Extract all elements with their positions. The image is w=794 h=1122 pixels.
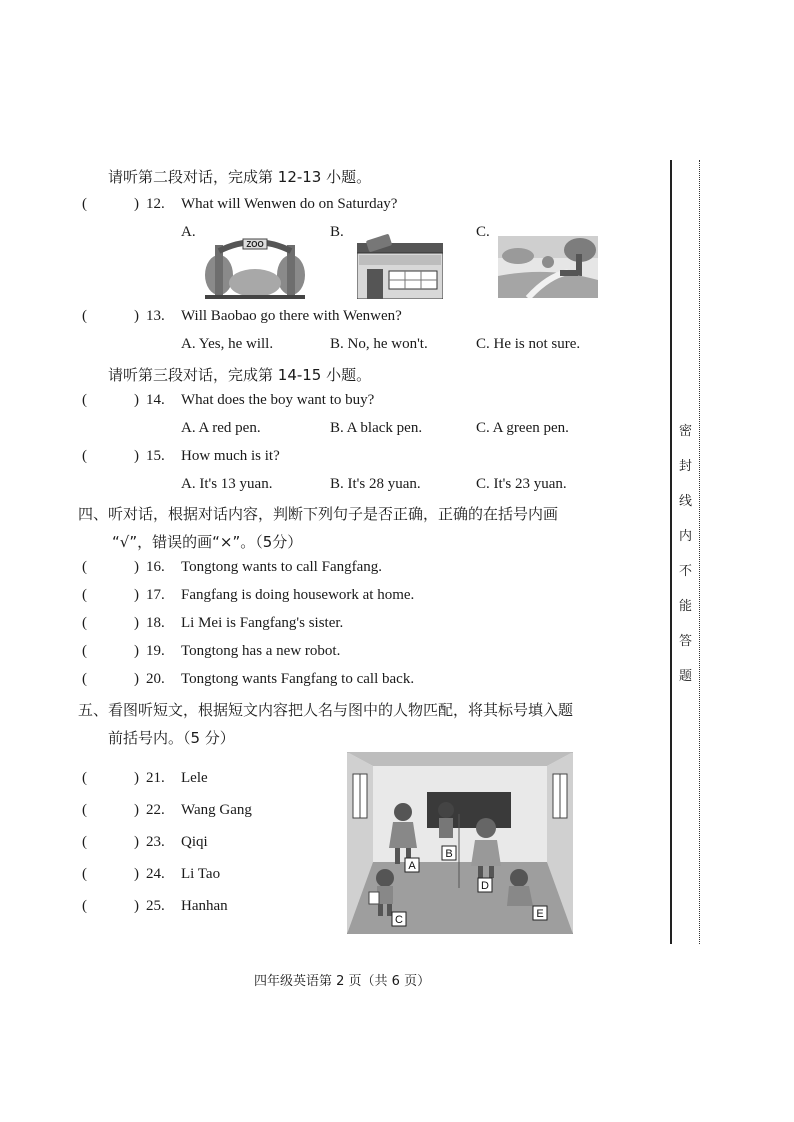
- name-text: Lele: [181, 770, 208, 786]
- option-b: B. No, he won't.: [330, 336, 428, 352]
- answer-paren-open: (: [82, 671, 87, 687]
- option-b-label: B.: [330, 224, 344, 240]
- question-number: 22.: [146, 802, 165, 818]
- question-number: 25.: [146, 898, 165, 914]
- answer-paren-open: (: [82, 448, 87, 464]
- question-text: Will Baobao go there with Wenwen?: [181, 308, 402, 324]
- option-a: A. It's 13 yuan.: [181, 476, 273, 492]
- question-number: 16.: [146, 559, 165, 575]
- part5-heading-line2: 前括号内。（5 分）: [108, 729, 235, 747]
- page-footer: 四年级英语第 2 页（共 6 页）: [254, 974, 431, 989]
- question-text: What does the boy want to buy?: [181, 392, 375, 408]
- seal-char: 题: [679, 669, 693, 684]
- answer-paren-open: (: [82, 770, 87, 786]
- dialog2-instruction: 请听第二段对话，完成第 12-13 小题。: [108, 168, 372, 186]
- statement-text: Tongtong wants Fangfang to call back.: [181, 671, 415, 687]
- binding-line-solid: [670, 160, 672, 944]
- answer-paren-open: (: [82, 643, 87, 659]
- answer-paren-close: ): [134, 308, 139, 324]
- name-text: Qiqi: [181, 834, 208, 850]
- name-text: Hanhan: [181, 898, 228, 914]
- zoo-sign-text: ZOO: [246, 240, 264, 249]
- answer-paren-close: ): [134, 834, 139, 850]
- answer-paren-open: (: [82, 196, 87, 212]
- option-c: C. He is not sure.: [476, 336, 581, 352]
- question-number: 15.: [146, 448, 165, 464]
- question-number: 12.: [146, 196, 165, 212]
- statement-text: Li Mei is Fangfang's sister.: [181, 615, 344, 631]
- answer-paren-open: (: [82, 898, 87, 914]
- question-text: How much is it?: [181, 448, 280, 464]
- statement-text: Tongtong has a new robot.: [181, 643, 341, 659]
- statement-text: Tongtong wants to call Fangfang.: [181, 559, 382, 575]
- label-d: D: [481, 880, 489, 892]
- question-number: 23.: [146, 834, 165, 850]
- seal-char: 封: [679, 459, 693, 474]
- classroom-image: [347, 752, 573, 934]
- dialog3-instruction: 请听第三段对话，完成第 14-15 小题。: [108, 366, 372, 384]
- answer-paren-close: ): [134, 615, 139, 631]
- park-image: [498, 236, 598, 298]
- answer-paren-open: (: [82, 308, 87, 324]
- answer-paren-open: (: [82, 392, 87, 408]
- answer-paren-close: ): [134, 448, 139, 464]
- question-number: 19.: [146, 643, 165, 659]
- binding-line-dotted: [699, 160, 700, 944]
- option-a-label: A.: [181, 224, 196, 240]
- option-b: B. It's 28 yuan.: [330, 476, 421, 492]
- answer-paren-close: ): [134, 196, 139, 212]
- statement-text: Fangfang is doing housework at home.: [181, 587, 415, 603]
- seal-char: 答: [679, 634, 693, 649]
- option-b: B. A black pen.: [330, 420, 423, 436]
- answer-paren-open: (: [82, 559, 87, 575]
- answer-paren-open: (: [82, 866, 87, 882]
- question-number: 18.: [146, 615, 165, 631]
- answer-paren-close: ): [134, 866, 139, 882]
- question-number: 24.: [146, 866, 165, 882]
- answer-paren-close: ): [134, 671, 139, 687]
- answer-paren-open: (: [82, 802, 87, 818]
- answer-paren-close: ): [134, 802, 139, 818]
- answer-paren-open: (: [82, 834, 87, 850]
- question-number: 21.: [146, 770, 165, 786]
- answer-paren-close: ): [134, 643, 139, 659]
- answer-paren-close: ): [134, 770, 139, 786]
- option-a: A. A red pen.: [181, 420, 261, 436]
- option-a: A. Yes, he will.: [181, 336, 274, 352]
- answer-paren-close: ): [134, 587, 139, 603]
- name-text: Li Tao: [181, 866, 221, 882]
- seal-char: 能: [679, 599, 693, 614]
- option-c: C. A green pen.: [476, 420, 569, 436]
- question-number: 13.: [146, 308, 165, 324]
- label-e: E: [536, 908, 544, 920]
- question-text: What will Wenwen do on Saturday?: [181, 196, 398, 212]
- question-number: 17.: [146, 587, 165, 603]
- question-number: 14.: [146, 392, 165, 408]
- label-a: A: [408, 860, 416, 872]
- part5-heading-line1: 五、看图听短文，根据短文内容把人名与图中的人物匹配，将其标号填入题: [78, 701, 574, 719]
- seal-char: 不: [679, 564, 693, 579]
- name-text: Wang Gang: [181, 802, 252, 818]
- bookstore-image: [357, 233, 443, 299]
- zoo-gate-image: [205, 237, 305, 299]
- answer-paren-close: ): [134, 898, 139, 914]
- question-number: 20.: [146, 671, 165, 687]
- answer-paren-close: ): [134, 392, 139, 408]
- seal-char: 内: [679, 529, 693, 544]
- option-c: C. It's 23 yuan.: [476, 476, 567, 492]
- label-b: B: [445, 848, 453, 860]
- answer-paren-close: ): [134, 559, 139, 575]
- label-c: C: [395, 914, 403, 926]
- seal-char: 线: [679, 494, 693, 509]
- part4-heading-line1: 四、听对话，根据对话内容，判断下列句子是否正确，正确的在括号内画: [78, 505, 559, 523]
- answer-paren-open: (: [82, 587, 87, 603]
- option-c-label: C.: [476, 224, 490, 240]
- part4-heading-line2: “√”，错误的画“×”。（5分）: [112, 533, 303, 551]
- answer-paren-open: (: [82, 615, 87, 631]
- seal-char: 密: [679, 424, 693, 439]
